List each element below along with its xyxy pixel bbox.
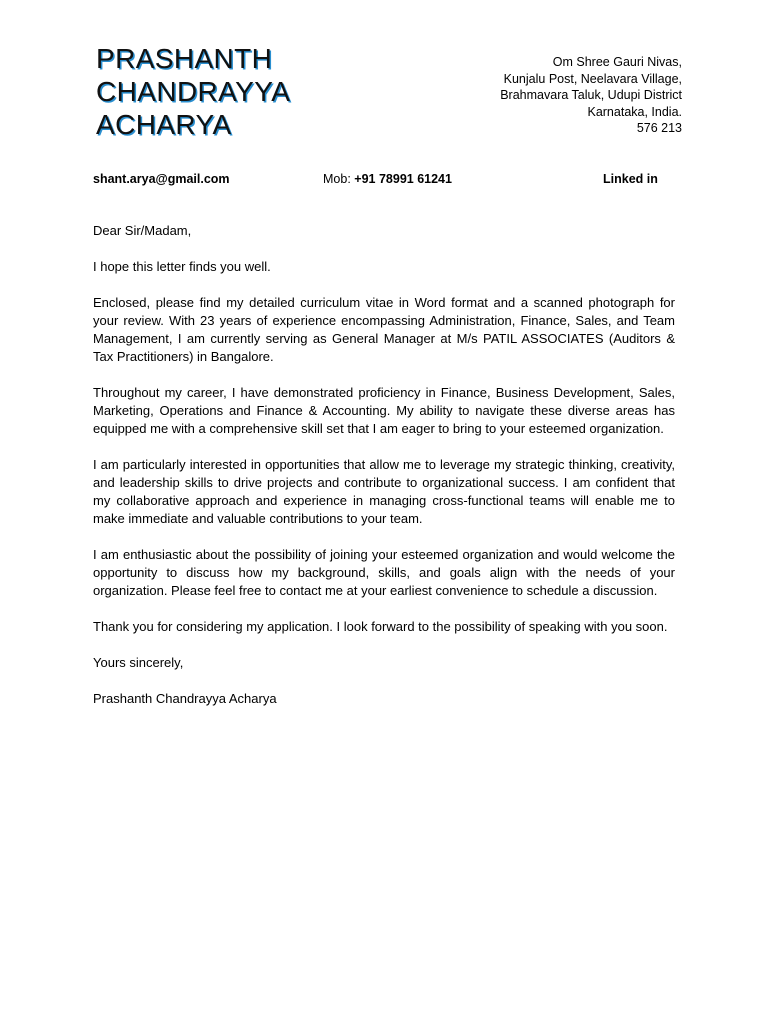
address-line-1: Om Shree Gauri Nivas, bbox=[552, 55, 682, 69]
closing: Yours sincerely, bbox=[93, 655, 184, 670]
postal-address bbox=[422, 54, 682, 137]
paragraph-interest: I am particularly interested in opportunities that allow me to leverage my strategic thinking, creativity, and leadership skills to drive projects and contribute to organizational success. I am confident that my collaborative approach and experience in managing cross-functional teams will enable me to make immediate and valuable contributions to your team. bbox=[93, 457, 675, 526]
paragraph-career: Throughout my career, I have demonstrated proficiency in Finance, Business Development, Sales, Marketing, Operations and Finance & Accounting. My ability to navigate these diverse areas has equipped me with a comprehensive skill set that I am eager to bring to your esteemed organization. bbox=[93, 385, 675, 436]
address-line-3: Brahmavara Taluk, Udupi District bbox=[500, 88, 682, 102]
address-line-2: Kunjalu Post, Neelavara Village, bbox=[503, 71, 682, 86]
mobile-number bbox=[323, 172, 452, 186]
signature: Prashanth Chandrayya Acharya bbox=[93, 691, 277, 706]
mobile-number-value: +91 78991 61241 bbox=[354, 172, 452, 186]
address-line-4: Karnataka, India. bbox=[587, 104, 682, 119]
name-line-first: PRASHANTH bbox=[96, 43, 273, 74]
name-line-middle: CHANDRAYYA bbox=[96, 76, 291, 107]
paragraph-greeting: I hope this letter finds you well. bbox=[93, 259, 271, 274]
mobile-label: Mob: bbox=[323, 172, 351, 186]
email-address: shant.arya@gmail.com bbox=[93, 172, 230, 186]
contact-row bbox=[93, 172, 693, 190]
name-line-last: ACHARYA bbox=[96, 109, 232, 140]
address-line-5: 576 213 bbox=[636, 121, 682, 135]
salutation: Dear Sir/Madam, bbox=[93, 223, 192, 238]
applicant-name bbox=[96, 42, 396, 141]
letter-body bbox=[93, 222, 675, 726]
paragraph-enclosure: Enclosed, please find my detailed curriculum vitae in Word format and a scanned photograph for your review. With 23 years of experience encompassing Administration, Finance, Sales, and Team Management, I am currently serving as General Manager at M/s PATIL ASSOCIATES (Auditors & Tax Practitioners) in Bangalore. bbox=[93, 295, 675, 364]
paragraph-thanks: Thank you for considering my application. I look forward to the possibility of speaking with you soon. bbox=[93, 619, 668, 634]
linkedin-link: Linked in bbox=[603, 172, 658, 186]
paragraph-enthusiasm: I am enthusiastic about the possibility of joining your esteemed organization and would welcome the opportunity to discuss how my background, skills, and goals align with the needs of your organization. Please feel free to contact me at your earliest convenience to schedule a discussion. bbox=[93, 547, 675, 598]
